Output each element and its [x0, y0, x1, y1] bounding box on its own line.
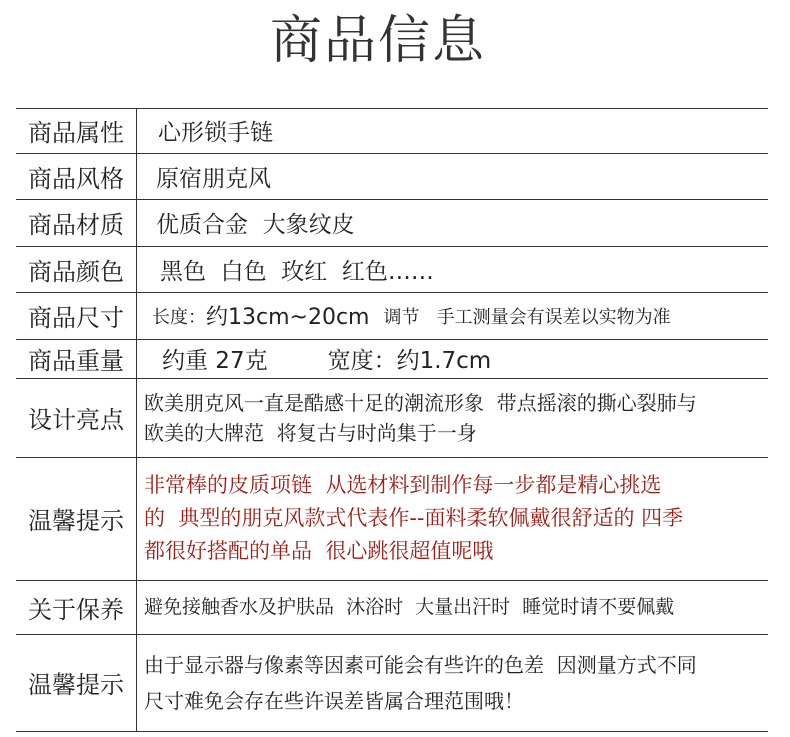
column-divider — [136, 108, 137, 732]
size-main: 约13cm~20cm — [206, 305, 370, 330]
width-value: 宽度：约1.7cm — [327, 348, 492, 374]
value-line: 的 典型的朋克风款式代表作--面料柔软佩戴很舒适的 四季 — [144, 506, 684, 530]
value-line: 非常棒的皮质项链 从选材料到制作每一步都是精心挑选 — [144, 473, 662, 497]
row-label: 商品属性 — [28, 119, 124, 147]
row-value: 黑色 白色 玫红 红色…… — [160, 258, 434, 285]
row-value — [144, 634, 774, 731]
row-divider — [16, 731, 768, 732]
row-label: 设计亮点 — [28, 406, 124, 434]
row-value — [152, 292, 782, 339]
size-suffix: 调节 手工测量会有误差以实物为准 — [383, 306, 671, 328]
value-line: 尺寸难免会存在些许误差皆属合理范围哦！ — [144, 688, 524, 713]
value-line: 都很好搭配的单品 很心跳很超值呢哦 — [144, 539, 494, 563]
row-value — [144, 378, 774, 457]
row-label: 商品颜色 — [28, 257, 124, 286]
row-value: 原宿朋克风 — [156, 165, 271, 192]
row-value — [144, 457, 774, 580]
page-title: 商品信息 — [269, 11, 486, 71]
row-label: 关于保养 — [28, 595, 124, 624]
row-label: 商品尺寸 — [28, 304, 124, 332]
row-value: 优质合金 大象纹皮 — [156, 212, 355, 238]
row-label: 商品风格 — [28, 164, 124, 193]
size-prefix: 长度： — [152, 306, 206, 328]
row-label: 商品材质 — [28, 211, 124, 239]
row-label: 温馨提示 — [28, 671, 124, 699]
row-label: 温馨提示 — [28, 507, 124, 535]
weight-value: 约重 27克 — [162, 348, 268, 374]
value-line: 欧美的大牌范 将复古与时尚集于一身 — [144, 420, 477, 445]
row-value — [162, 339, 790, 378]
row-value: 心形锁手链 — [158, 120, 273, 146]
row-value: 避免接触香水及护肤品 沐浴时 大量出汗时 睡觉时请不要佩戴 — [144, 596, 675, 618]
value-line: 由于显示器与像素等因素可能会有些许的色差 因测量方式不同 — [144, 652, 697, 677]
row-label: 商品重量 — [28, 347, 124, 375]
value-line: 欧美朋克风一直是酷感十足的潮流形象 带点摇滚的撕心裂肺与 — [144, 390, 697, 415]
